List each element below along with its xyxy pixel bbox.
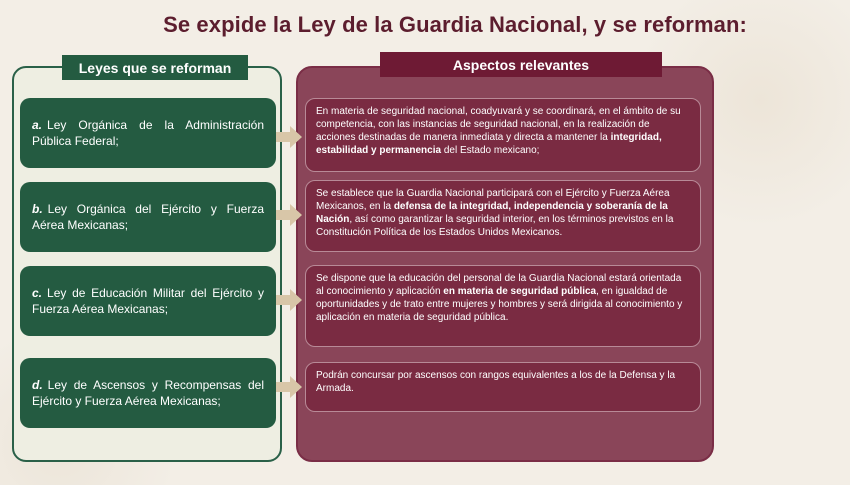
law-text: Ley de Educación Militar del Ejército y Fuerza Aérea Mexicanas; (32, 285, 264, 316)
aspect-text: En materia de seguridad nacional, coadyuvará y se coordinará, en el ámbito de su competencia, con las instancias de seguridad nacional, en la realización de acciones destinadas de manera inmediata y directa a mantener la (316, 106, 681, 143)
law-item-c (20, 266, 276, 336)
aspect-highlight: defensa de la integridad, independencia y soberanía de la Nación (316, 201, 668, 225)
aspect-text-end: del Estado mexicano; (441, 145, 540, 156)
aspect-text: Se establece que la Guardia Nacional participará con el Ejército y Fuerza Aérea Mexicanos, en la (316, 188, 670, 212)
aspect-highlight: integridad, estabilidad y permanencia (316, 132, 662, 156)
aspect-text: Podrán concursar por ascensos con rangos equivalentes a los de la Defensa y la Armada. (316, 370, 676, 394)
arrow-right-icon (276, 126, 302, 148)
aspect-highlight: en materia de seguridad pública (443, 286, 597, 297)
aspect-item-a (305, 98, 701, 172)
arrow-right-icon (276, 289, 302, 311)
law-item-d (20, 358, 276, 428)
aspect-text-end: , así como garantizar la seguridad interior, en los términos previstos en la Constitución Política de los Estados Unidos Mexicanos. (316, 214, 674, 238)
aspect-text-end: , en igualdad de oportunidades y de trato entre mujeres y hombres y será dirigida al conocimiento y aplicación en materia de seguridad pública. (316, 286, 683, 323)
law-letter: d. (32, 377, 43, 392)
law-text: Ley de Ascensos y Recompensas del Ejército y Fuerza Aérea Mexicanas; (32, 377, 264, 408)
aspect-text: Se dispone que la educación del personal de la Guardia Nacional estará orientada al conocimiento y aplicación (316, 273, 682, 297)
aspect-item-d (305, 362, 701, 412)
aspect-item-c (305, 265, 701, 347)
law-text: Ley Orgánica de la Administración Pública Federal; (32, 117, 264, 148)
law-item-b (20, 182, 276, 252)
law-text: Ley Orgánica del Ejército y Fuerza Aérea Mexicanas; (32, 201, 264, 232)
laws-header: Leyes que se reforman (62, 55, 248, 80)
law-letter: a. (32, 117, 43, 132)
law-item-a (20, 98, 276, 168)
aspect-item-b (305, 180, 701, 252)
page-title: Se expide la Ley de la Guardia Nacional, y se reforman: (163, 12, 747, 37)
arrow-right-icon (276, 376, 302, 398)
law-letter: c. (32, 285, 43, 300)
aspects-header: Aspectos relevantes (380, 52, 662, 77)
law-letter: b. (32, 201, 43, 216)
arrow-right-icon (276, 204, 302, 226)
